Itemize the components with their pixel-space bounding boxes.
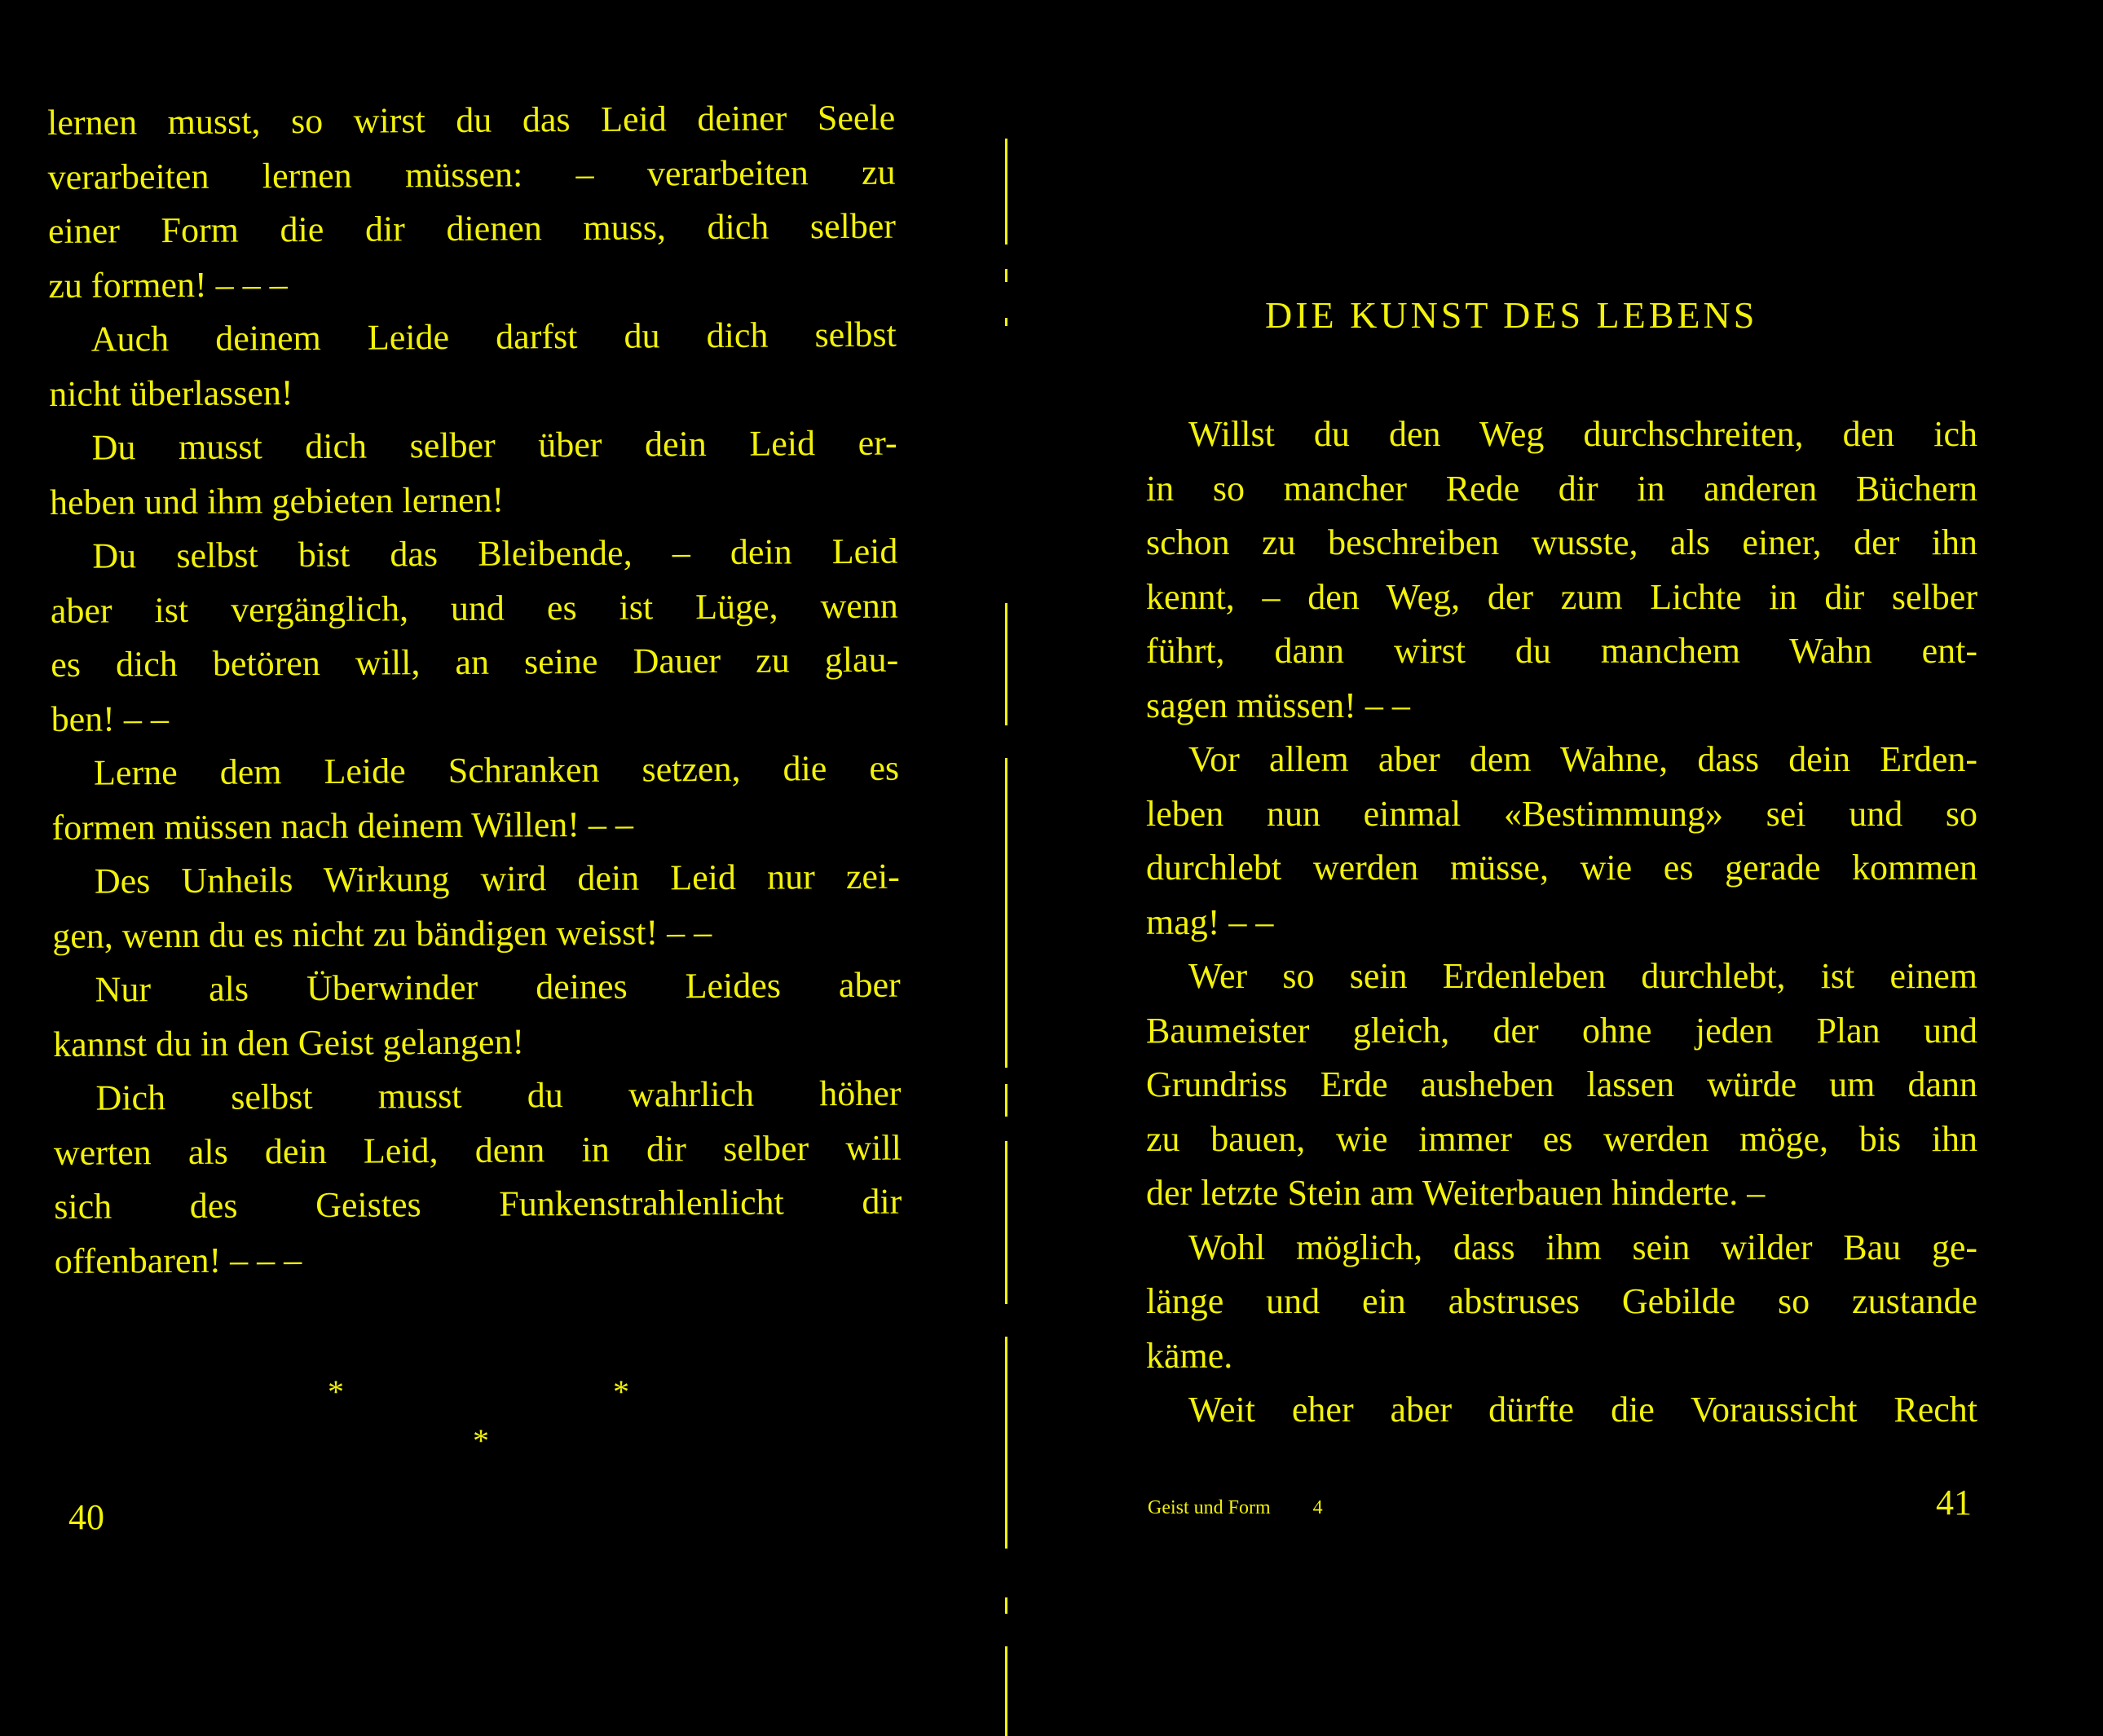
ornament-star: * [613,1373,629,1410]
text-line: formen müssen nach deinem Willen! – – [51,804,634,848]
text-line: nicht überlassen! [49,372,293,414]
left-page [0,0,1011,1602]
text-line: Des Unheils Wirkung wird dein Leid nur zei- [94,856,901,901]
signature-mark [1148,1498,1323,1518]
text-line: durchlebt werden müsse, wie es gerade kommen [1146,848,1977,888]
text-line: zu bauen, wie immer es werden möge, bis ihn [1146,1118,1977,1159]
text-line: Auch deinem Leide darfst du dich selbst [90,314,897,359]
left-page-text [47,91,902,1289]
text-line: Weit eher aber dürfte die Voraussicht Recht [1188,1390,1977,1430]
text-line: schon zu beschreiben wusste, als einer, der ihn [1146,522,1977,562]
text-line: offenbaren! – – – [54,1239,302,1281]
text-line: Grundriss Erde ausheben lassen würde um dann [1146,1064,1977,1104]
text-line: lernen musst, so wirst du das Leid deiner Seele [47,97,896,143]
text-line: sagen müssen! – – [1146,685,1410,725]
text-line: heben und ihm gebieten lernen! [49,479,505,522]
text-line: Wer so sein Erdenleben durchlebt, ist einem [1188,956,1977,996]
page-number-left: 40 [68,1497,104,1537]
text-line: sich des Geistes Funkenstrahlenlicht dir [54,1181,902,1227]
text-line: der letzte Stein am Weiterbauen hinderte. – [1146,1173,1766,1213]
text-line: einer Form die dir dienen muss, dich selber [47,205,897,251]
book-gutter [1005,139,1008,1602]
text-line: führt, dann wirst du manchem Wahn ent- [1146,631,1977,671]
text-line: Du musst dich selber über dein Leid er- [91,422,897,468]
right-page-text [1146,408,1977,1438]
text-line: Dich selbst musst du wahrlich höher [95,1073,902,1118]
text-line: Nur als Überwinder deines Leides aber [95,964,901,1010]
text-line: werten als dein Leid, denn in dir selber will [53,1127,902,1173]
text-line: Du selbst bist das Bleibende, – dein Leid [92,531,898,576]
text-line: Wohl möglich, dass ihm sein wilder Bau ge- [1188,1227,1977,1267]
text-line: käme. [1146,1335,1233,1376]
text-line: verarbeiten lernen müssen: – verarbeiten zu [47,152,896,197]
text-line: länge und ein abstruses Gebilde so zustande [1146,1281,1977,1321]
text-line: gen, wenn du es nicht zu bändigen weisst! – – [52,911,712,956]
text-line: mag! – – [1146,901,1274,942]
text-line: in so mancher Rede dir in anderen Büchern [1146,468,1977,509]
text-line: leben nun einmal «Bestimmung» sei und so [1146,793,1977,834]
signature-label: Geist und Form [1148,1497,1271,1518]
right-page [1011,0,2103,1602]
text-line: ben! – – [51,698,170,739]
chapter-title: DIE KUNST DES LEBENS [1265,294,1758,336]
text-line: es dich betören will, an seine Dauer zu glau- [51,639,899,685]
text-line: Lerne dem Leide Schranken setzen, die es [93,747,900,793]
text-line: Vor allem aber dem Wahne, dass dein Erden- [1188,739,1977,779]
text-line: Baumeister gleich, der ohne jeden Plan und [1146,1010,1977,1051]
ornament-star: * [328,1373,344,1410]
signature-number: 4 [1312,1497,1323,1518]
text-line: zu formen! – – – [48,263,288,306]
text-line: aber ist vergänglich, und es ist Lüge, wenn [50,585,898,631]
page-number-right: 41 [1936,1483,1972,1522]
text-line: Willst du den Weg durchschreiten, den ich [1188,414,1977,454]
ornament-star: * [473,1422,489,1459]
text-line: kennt, – den Weg, der zum Lichte in dir selber [1146,576,1977,617]
text-line: kannst du in den Geist gelangen! [52,1020,525,1064]
